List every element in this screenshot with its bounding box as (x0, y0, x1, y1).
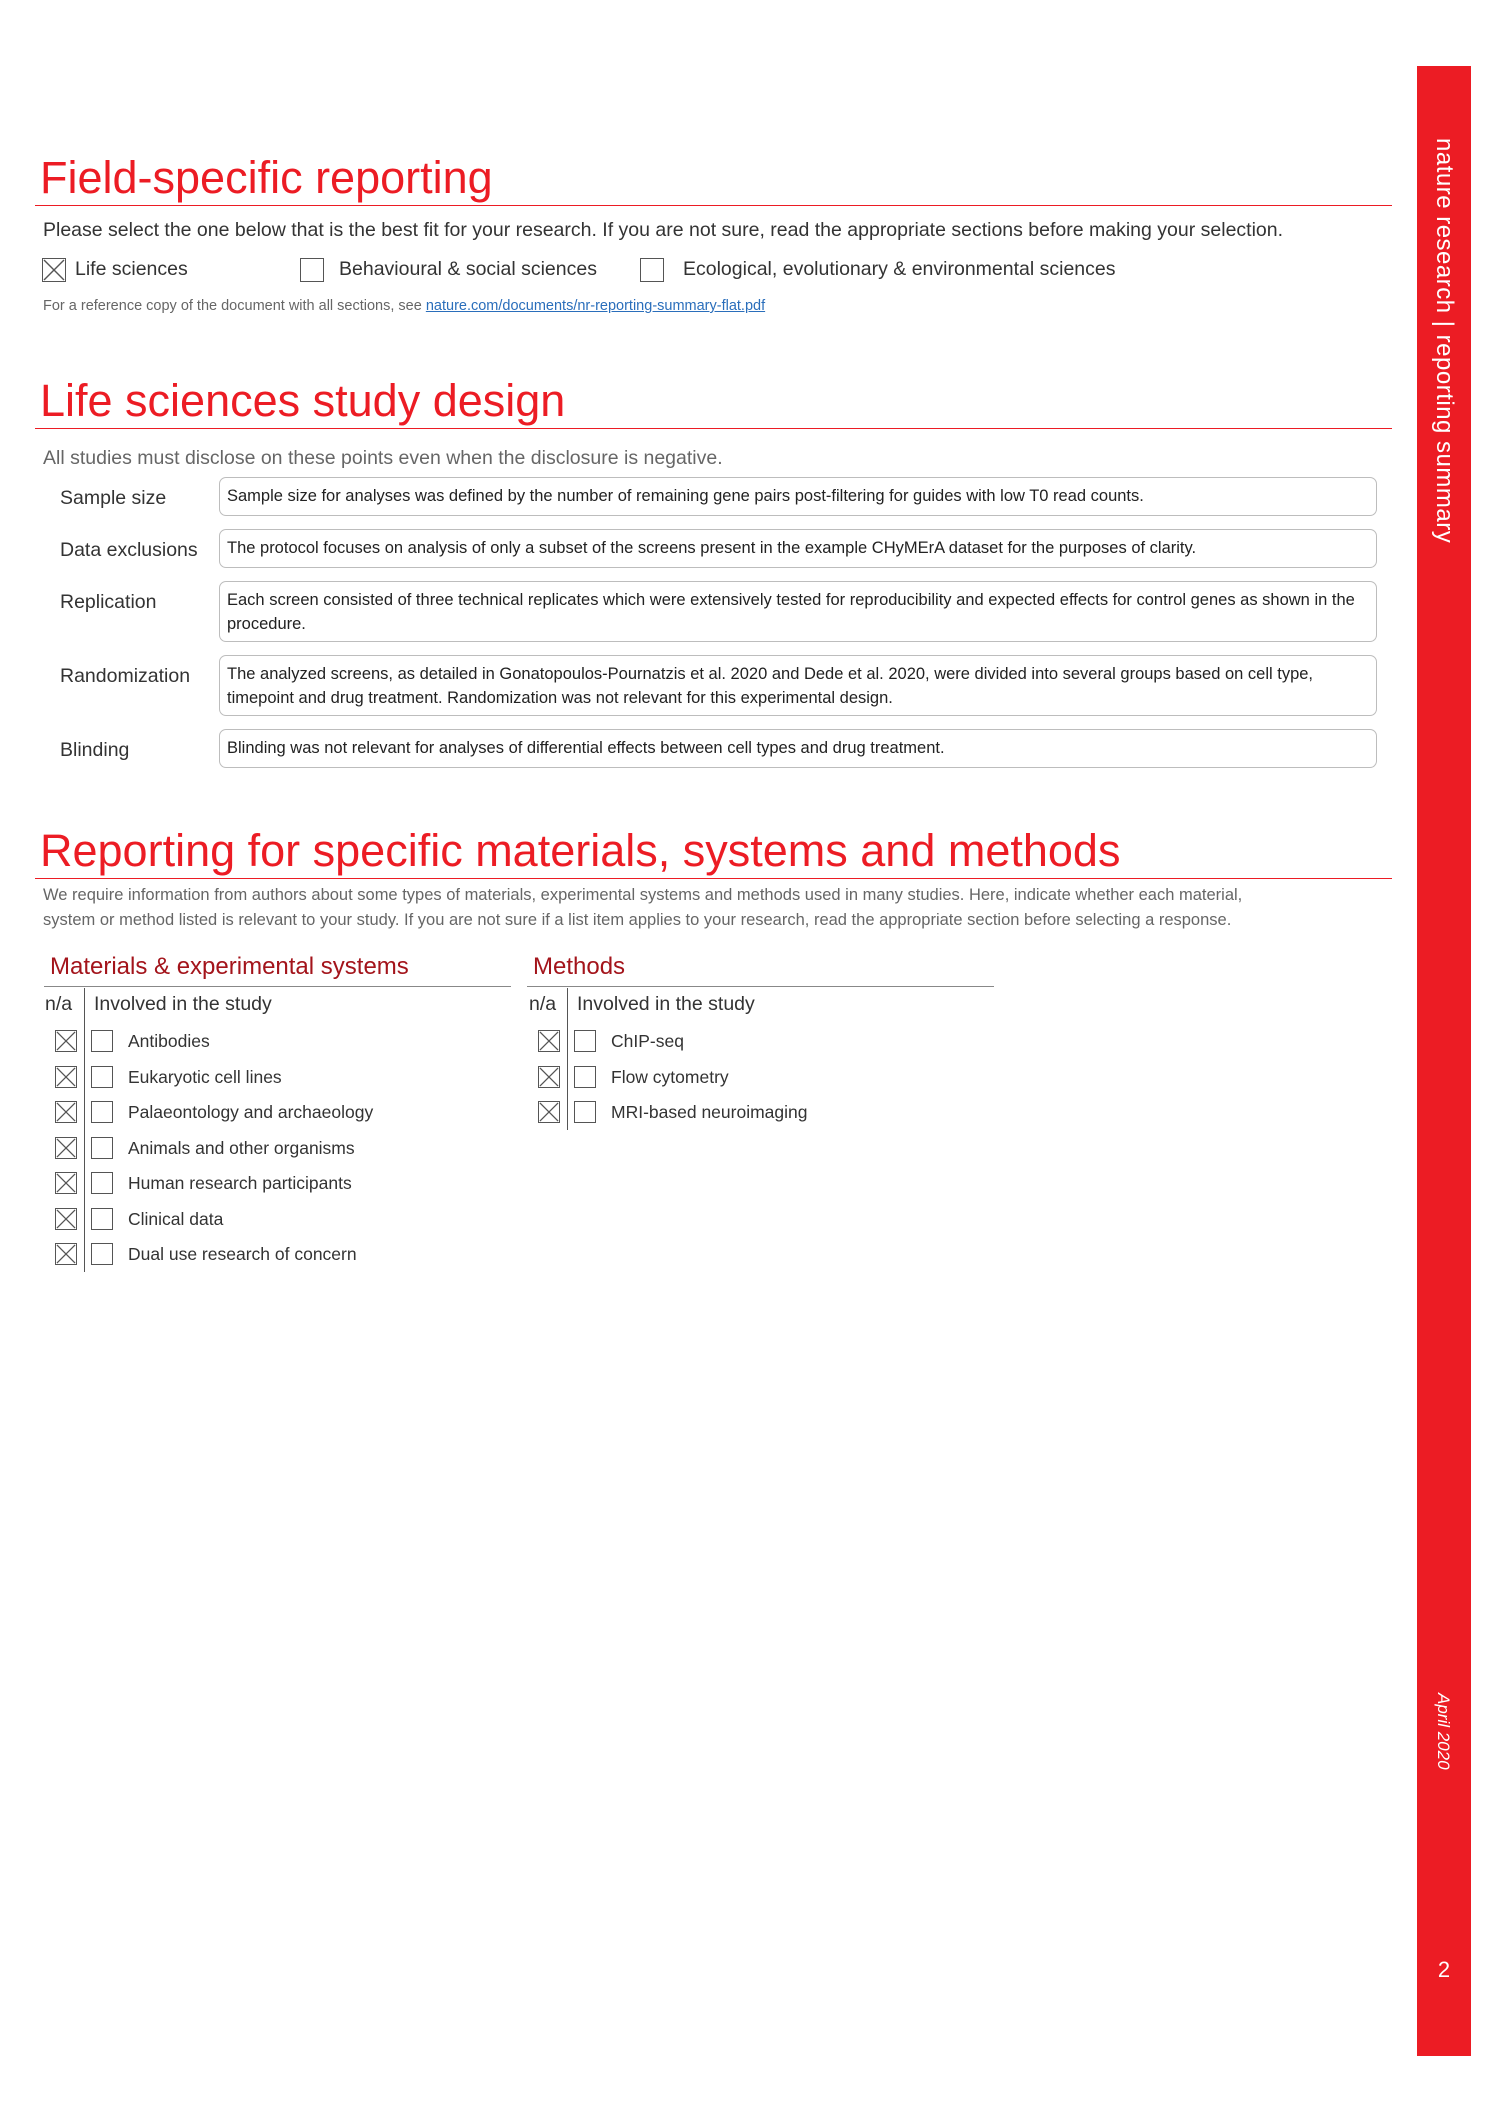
x-mark-icon (56, 1067, 76, 1087)
materials-intro-line1: We require information from authors about some types of materials, experimental systems and methods used in many studies. Here, indicate whether each material, (43, 886, 1243, 904)
title-rule (35, 428, 1392, 429)
sample-size-field[interactable]: Sample size for analyses was defined by the number of remaining gene pairs post-filtering for guides with low T0 read counts. (219, 477, 1377, 516)
life-sciences-intro: All studies must disclose on these points even when the disclosure is negative. (43, 447, 723, 469)
behavioural-checkbox[interactable] (300, 258, 324, 282)
sample-size-label: Sample size (60, 487, 167, 509)
materials-na-checkbox[interactable] (55, 1066, 77, 1088)
field-instruction: Please select the one below that is the best fit for your research. If you are not sure, read the appropriate sections before making your selection. (43, 219, 1284, 241)
methods-na-checkbox[interactable] (538, 1066, 560, 1088)
methods-item-label: Flow cytometry (611, 1066, 729, 1087)
field-specific-title: Field-specific reporting (40, 152, 493, 203)
methods-involved-checkbox[interactable] (574, 1101, 596, 1123)
materials-involved-checkbox[interactable] (91, 1101, 113, 1123)
materials-item-label: Eukaryotic cell lines (128, 1066, 282, 1087)
materials-na-checkbox[interactable] (55, 1172, 77, 1194)
materials-na-header: n/a (45, 993, 73, 1015)
materials-na-checkbox[interactable] (55, 1243, 77, 1265)
materials-involved-header: Involved in the study (94, 993, 272, 1015)
materials-involved-checkbox[interactable] (91, 1066, 113, 1088)
x-mark-icon (56, 1244, 76, 1264)
behavioural-label: Behavioural & social sciences (339, 258, 597, 280)
materials-item-label: Antibodies (128, 1031, 210, 1051)
x-mark-icon (539, 1067, 559, 1087)
materials-intro-line2: system or method listed is relevant to your study. If you are not sure if a list item applies to your research, read the appropriate section before selecting a response. (43, 911, 1232, 929)
materials-item-label: Dual use research of concern (128, 1244, 357, 1264)
materials-item-label: Clinical data (128, 1208, 224, 1229)
x-mark-icon (56, 1209, 76, 1229)
page-number: 2 (1437, 1957, 1451, 1982)
materials-involved-checkbox[interactable] (91, 1137, 113, 1159)
materials-na-checkbox[interactable] (55, 1137, 77, 1159)
life-sciences-checkbox[interactable] (42, 258, 66, 282)
title-rule (35, 878, 1392, 879)
data-exclusions-label: Data exclusions (60, 539, 198, 561)
materials-na-checkbox[interactable] (55, 1030, 77, 1052)
randomization-label: Randomization (60, 665, 191, 687)
methods-involved-checkbox[interactable] (574, 1066, 596, 1088)
materials-item-label: Animals and other organisms (128, 1137, 355, 1158)
title-rule (35, 205, 1392, 206)
x-mark-icon (56, 1173, 76, 1193)
methods-heading-rule (527, 986, 994, 987)
materials-item-label: Human research participants (128, 1173, 352, 1193)
methods-item-label: ChIP-seq (611, 1031, 684, 1051)
methods-na-header: n/a (529, 993, 557, 1015)
materials-na-checkbox[interactable] (55, 1208, 77, 1230)
methods-involved-checkbox[interactable] (574, 1030, 596, 1052)
materials-involved-checkbox[interactable] (91, 1208, 113, 1230)
materials-title: Reporting for specific materials, systems and methods (40, 825, 1121, 876)
randomization-field[interactable]: The analyzed screens, as detailed in Gonatopoulos-Pournatzis et al. 2020 and Dede et al. 2020, were divided into several groups based on cell type, timepoint and drug treatment. Randomization was not relevant for this experimental design. (219, 655, 1377, 716)
life-sciences-label: Life sciences (75, 258, 188, 280)
reference-text: For a reference copy of the document with all sections, see (43, 298, 426, 314)
materials-na-checkbox[interactable] (55, 1101, 77, 1123)
materials-involved-checkbox[interactable] (91, 1172, 113, 1194)
ecological-label: Ecological, evolutionary & environmental sciences (683, 258, 1116, 280)
materials-involved-checkbox[interactable] (91, 1030, 113, 1052)
materials-heading: Materials & experimental systems (50, 953, 409, 980)
methods-na-checkbox[interactable] (538, 1030, 560, 1052)
methods-involved-header: Involved in the study (577, 993, 755, 1015)
methods-item-label: MRI-based neuroimaging (611, 1102, 808, 1122)
blinding-field[interactable]: Blinding was not relevant for analyses of differential effects between cell types and drug treatment. (219, 729, 1377, 768)
x-mark-icon (56, 1102, 76, 1122)
methods-na-checkbox[interactable] (538, 1101, 560, 1123)
reference-link[interactable]: nature.com/documents/nr-reporting-summary-flat.pdf (425, 298, 766, 314)
brand-label: nature research | reporting summary (1431, 138, 1458, 544)
reference-note (43, 298, 765, 314)
materials-column-divider (84, 988, 85, 1272)
life-sciences-title: Life sciences study design (40, 375, 566, 426)
x-mark-icon (56, 1031, 76, 1051)
materials-involved-checkbox[interactable] (91, 1243, 113, 1265)
methods-heading: Methods (533, 953, 626, 980)
replication-label: Replication (60, 591, 157, 613)
x-mark-icon (539, 1102, 559, 1122)
materials-heading-rule (44, 986, 511, 987)
date-label: April 2020 (1434, 1693, 1453, 1770)
x-mark-icon (56, 1138, 76, 1158)
data-exclusions-field[interactable]: The protocol focuses on analysis of only a subset of the screens present in the example CHyMErA dataset for the purposes of clarity. (219, 529, 1377, 568)
materials-item-label: Palaeontology and archaeology (128, 1102, 374, 1122)
ecological-checkbox[interactable] (640, 258, 664, 282)
methods-column-divider (567, 988, 568, 1130)
x-mark-icon (43, 259, 65, 281)
x-mark-icon (539, 1031, 559, 1051)
blinding-label: Blinding (60, 739, 130, 761)
replication-field[interactable]: Each screen consisted of three technical replicates which were extensively tested for reproducibility and expected effects for control genes as shown in the procedure. (219, 581, 1377, 642)
